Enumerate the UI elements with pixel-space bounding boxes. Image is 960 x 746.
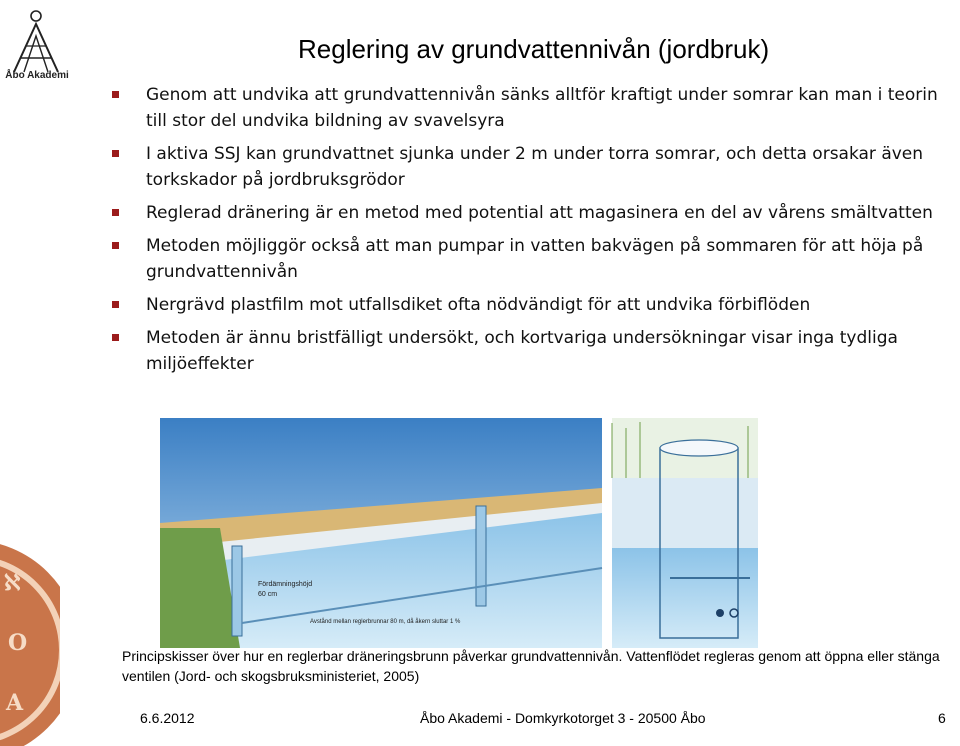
- bullet-text: Nergrävd plastfilm mot utfallsdiket ofta nödvändigt för att undvika förbiflöden: [146, 295, 811, 315]
- bullet-marker: [112, 334, 119, 341]
- bullet-item: [110, 141, 940, 193]
- bullet-item: [110, 233, 940, 285]
- bullet-text: Reglerad dränering är en metod med potential att magasinera en del av vårens smältvatten: [146, 203, 933, 223]
- slide-title: Reglering av grundvattennivån (jordbruk): [298, 34, 770, 64]
- svg-text:ℵ: ℵ: [4, 570, 21, 596]
- drainage-illustrations: [160, 418, 758, 658]
- bullet-item: [110, 325, 940, 377]
- bullet-list: [110, 82, 940, 384]
- figure-caption: Principskisser över hur en reglerbar dräneringsbrunn påverkar grundvattennivån. Vattenflödet regleras genom att öppna eller stänga ventilen (Jord- och skogsbruksministeriet, 2005): [122, 648, 940, 684]
- seal-decoration: [0, 520, 60, 746]
- svg-text:A: A: [6, 690, 24, 716]
- bullet-marker: [112, 150, 119, 157]
- bullet-item: [110, 292, 940, 318]
- bullet-marker: [112, 301, 119, 308]
- footer-address: Åbo Akademi - Domkyrkotorget 3 - 20500 Åbo: [420, 710, 706, 726]
- bullet-marker: [112, 242, 119, 249]
- bullet-text: Metoden är ännu bristfälligt undersökt, och kortvariga undersökningar visar inga tydliga miljöeffekter: [146, 328, 898, 374]
- bullet-item: [110, 82, 940, 134]
- bullet-item: [110, 200, 940, 226]
- svg-text:O: O: [8, 630, 28, 656]
- footer-date: 6.6.2012: [140, 710, 195, 726]
- distance-label: Avstånd mellan reglerbrunnar 80 m, då åkern sluttar 1 %: [310, 619, 461, 625]
- bullet-text: Genom att undvika att grundvattennivån sänks alltför kraftigt under somrar kan man i teorin till stor del undvika bildning av svavelsyra: [146, 85, 938, 131]
- logo-text: Åbo Akademi: [5, 70, 69, 81]
- dam-height-value: 60 cm: [258, 591, 278, 598]
- bullet-marker: [112, 91, 119, 98]
- dam-height-label: Fördämningshöjd: [258, 581, 313, 588]
- bullet-text: Metoden möjliggör också att man pumpar in vatten bakvägen på sommaren för att höja på grundvattennivån: [146, 236, 924, 282]
- bullet-text: I aktiva SSJ kan grundvattnet sjunka under 2 m under torra somrar, och detta orsakar även torkskador på jordbruksgrödor: [146, 144, 924, 190]
- bullet-marker: [112, 209, 119, 216]
- drainage-well-detail: [612, 418, 758, 648]
- field-cross-section: [160, 418, 602, 648]
- page-number: 6: [938, 710, 946, 726]
